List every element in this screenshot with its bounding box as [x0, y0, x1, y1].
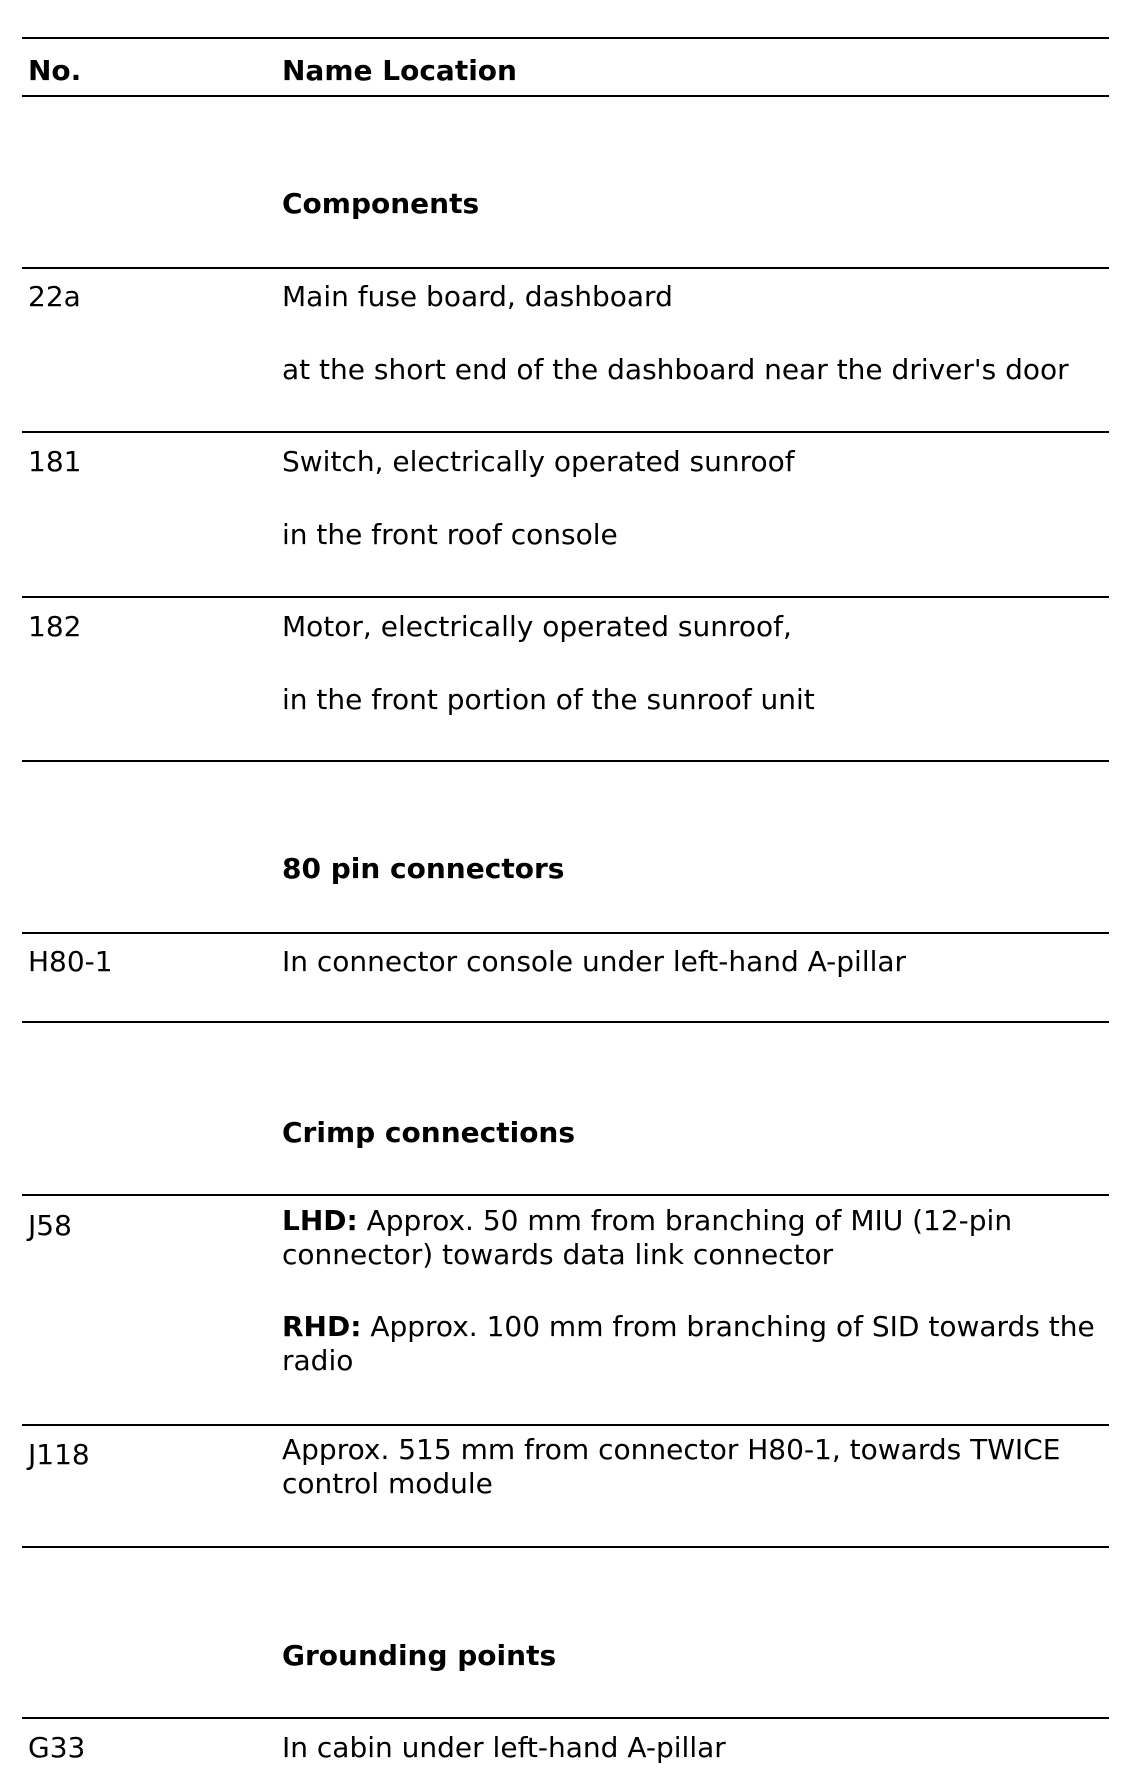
lhd-label: LHD: [282, 1204, 358, 1237]
row-rule [22, 1424, 1109, 1426]
row-location-lhd [282, 1204, 1112, 1272]
header-no: No. [28, 54, 82, 87]
header-bottom-rule [22, 95, 1109, 97]
row-location: In cabin under left-hand A-pillar [282, 1731, 726, 1764]
lhd-text: Approx. 50 mm from branching of MIU (12-pin connector) towards data link connector [282, 1204, 1013, 1271]
row-name: Switch, electrically operated sunroof [282, 445, 795, 478]
section-title-components: Components [282, 187, 480, 220]
row-no: 181 [28, 445, 82, 478]
section-title-grounding-points: Grounding points [282, 1639, 557, 1672]
section-end-rule [22, 1021, 1109, 1023]
row-location: in the front roof console [282, 518, 618, 551]
row-no: G33 [28, 1731, 86, 1764]
section-rule [22, 1194, 1109, 1196]
row-location: in the front portion of the sunroof unit [282, 683, 815, 716]
row-location: at the short end of the dashboard near the driver's door [282, 353, 1069, 386]
table-top-rule [22, 37, 1109, 39]
row-no: J118 [28, 1438, 90, 1471]
row-name: Main fuse board, dashboard [282, 280, 673, 313]
row-location: In connector console under left-hand A-pillar [282, 945, 907, 978]
row-location-rhd [282, 1310, 1112, 1378]
rhd-label: RHD: [282, 1310, 362, 1343]
row-name: Motor, electrically operated sunroof, [282, 610, 792, 643]
section-rule [22, 932, 1109, 934]
section-end-rule [22, 1546, 1109, 1548]
row-rule [22, 431, 1109, 433]
section-rule [22, 267, 1109, 269]
row-rule [22, 596, 1109, 598]
section-title-crimp-connections: Crimp connections [282, 1116, 576, 1149]
section-title-80-pin-connectors: 80 pin connectors [282, 852, 565, 885]
row-no: 22a [28, 280, 81, 313]
section-end-rule [22, 760, 1109, 762]
row-no: H80-1 [28, 945, 113, 978]
header-name-location: Name Location [282, 54, 517, 87]
row-location: Approx. 515 mm from connector H80-1, towards TWICE control module [282, 1433, 1061, 1500]
section-rule [22, 1717, 1109, 1719]
row-no: 182 [28, 610, 82, 643]
rhd-text: Approx. 100 mm from branching of SID towards the radio [282, 1310, 1095, 1377]
row-no: J58 [28, 1209, 72, 1242]
